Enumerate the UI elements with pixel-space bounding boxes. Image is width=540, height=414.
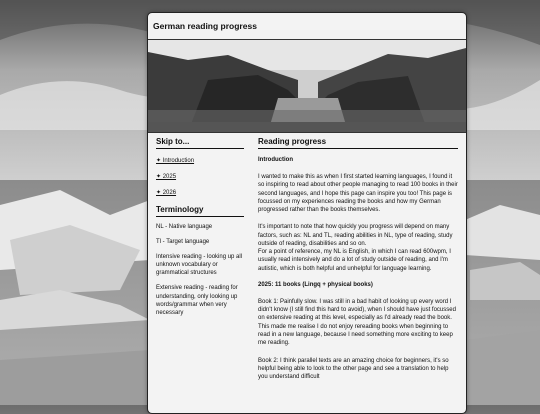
sidebar-link-2025[interactable]: ✦ 2025 (156, 174, 177, 180)
term-tl: Tl - Target language (156, 239, 210, 246)
introduction-heading: Introduction (258, 157, 293, 163)
terminology-heading: Terminology (156, 205, 244, 217)
book-1-paragraph: Book 1: Painfully slow. I was still in a bad habit of looking up every word I didn't know (I still find this hard to avoid), when I should have just focussed on extensive reading at this level, especially as I'd already read the book. This made me realise I do not enjoy rereading books when beginning to read in a new language, because I need something more exciting to keep me reading. (258, 298, 456, 347)
intro-paragraph-2: It's important to note that how quickly you progress will depend on many factors, such as: NL and TL, reading abilities in NL, type of reading, study outside of reading, disabilities and so on. (258, 224, 453, 247)
book-2-paragraph: Book 2: I think parallel texts are an amazing choice for beginners, it's so helpful being able to look to the other page and see a translation to help you understand difficult (258, 357, 449, 381)
main-content (258, 137, 458, 387)
sidebar (156, 137, 244, 324)
intro-paragraph-1: I wanted to make this as when I first started learning languages, I found it so inspiring to read about other people managing to read 100 books in their second languages, and I hope this page can inspire you too! This page is focussed on my experiences reading the books and how my German progressed rather than the books themselves. (258, 174, 458, 214)
term-extensive-reading: Extensive reading - reading for understanding, only looking up words/grammar when very necessary (156, 285, 238, 316)
header-banner-image (148, 39, 466, 133)
sidebar-link-introduction[interactable]: ✦ Introduction (156, 158, 195, 164)
year-2025-heading: 2025: 11 books (Lingq + physical books) (258, 281, 373, 288)
skip-heading: Skip to... (156, 137, 244, 149)
term-nl: NL - Native language (156, 224, 213, 230)
intro-paragraph-3: For a point of reference, my NL is English, in which I can read 600wpm, I usually read intensively and do a lot of study outside of reading, and I'm autistic, which is both helpful and unhelpful for language learning. (258, 249, 451, 272)
site-title: German reading progress (153, 21, 257, 31)
main-heading: Reading progress (258, 137, 458, 149)
sidebar-link-2026[interactable]: ✦ 2026 (156, 190, 177, 196)
content-window (147, 12, 467, 414)
term-intensive-reading: Intensive reading - looking up all unknown vocabulary or grammatical structures (156, 254, 243, 277)
